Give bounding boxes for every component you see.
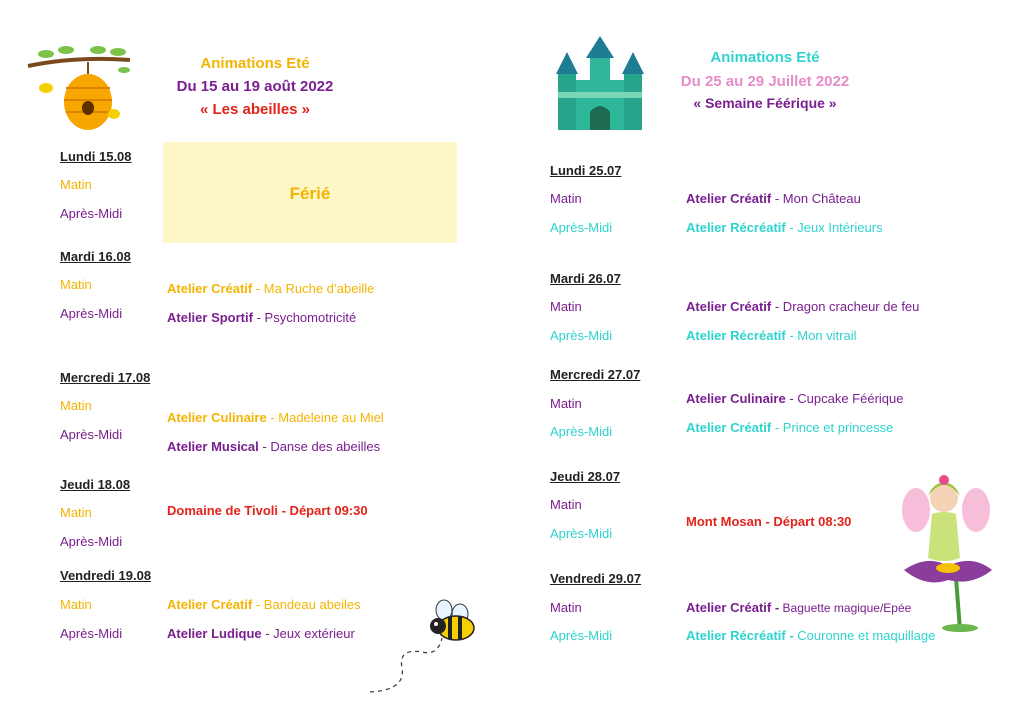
activity: Atelier Créatif - Prince et princesse bbox=[686, 420, 894, 435]
activity: Atelier Créatif - Mon Château bbox=[686, 191, 861, 206]
day-label: Jeudi 18.08 bbox=[60, 477, 131, 492]
activity: Mont Mosan - Départ 08:30 bbox=[686, 514, 852, 529]
activity: Atelier Créatif - Bandeau abeiles bbox=[167, 597, 361, 612]
slot-matin: Matin bbox=[550, 497, 582, 512]
bee-illustration bbox=[366, 598, 486, 696]
slot-apres-midi: Après-Midi bbox=[550, 328, 613, 343]
activity: Atelier Culinaire - Cupcake Féérique bbox=[686, 391, 904, 406]
slot-apres-midi: Après-Midi bbox=[550, 424, 613, 439]
day-label: Mardi 26.07 bbox=[550, 271, 621, 286]
day-label: Lundi 25.07 bbox=[550, 163, 622, 178]
activity: Atelier Ludique - Jeux extérieur bbox=[167, 626, 355, 641]
slot-apres-midi: Après-Midi bbox=[60, 534, 123, 549]
left-header-line1: Animations Eté bbox=[200, 55, 310, 72]
slot-apres-midi: Après-Midi bbox=[60, 206, 123, 221]
day-label: Vendredi 29.07 bbox=[550, 571, 642, 586]
activity: Atelier Créatif - Baguette magique/Epée bbox=[686, 600, 912, 615]
ferie-label: Férié bbox=[289, 184, 331, 203]
activity: Atelier Récréatif - Couronne et maquillage bbox=[686, 628, 936, 643]
slot-apres-midi: Après-Midi bbox=[60, 427, 123, 442]
fairy-illustration bbox=[898, 470, 994, 632]
activity: Atelier Sportif - Psychomotricité bbox=[167, 310, 357, 325]
day-label: Mercredi 27.07 bbox=[550, 367, 641, 382]
activity: Atelier Créatif - Ma Ruche d’abeille bbox=[167, 281, 375, 296]
activity: Atelier Récréatif - Jeux Intérieurs bbox=[686, 220, 883, 235]
activity: Atelier Culinaire - Madeleine au Miel bbox=[167, 410, 384, 425]
activity: Atelier Créatif - Dragon cracheur de feu bbox=[686, 299, 920, 314]
day-label: Mercredi 17.08 bbox=[60, 370, 151, 385]
day-label: Lundi 15.08 bbox=[60, 149, 132, 164]
slot-apres-midi: Après-Midi bbox=[550, 526, 613, 541]
right-header-line1: Animations Eté bbox=[710, 49, 820, 66]
slot-matin: Matin bbox=[60, 177, 92, 192]
left-header-line3: « Les abeilles » bbox=[199, 101, 311, 118]
slot-apres-midi: Après-Midi bbox=[60, 626, 123, 641]
beehive-illustration bbox=[26, 38, 132, 132]
slot-matin: Matin bbox=[60, 505, 92, 520]
slot-matin: Matin bbox=[550, 299, 582, 314]
day-label: Vendredi 19.08 bbox=[60, 568, 152, 583]
right-header-line2: Du 25 au 29 Juillet 2022 bbox=[680, 73, 850, 90]
slot-apres-midi: Après-Midi bbox=[550, 628, 613, 643]
activity: Atelier Récréatif - Mon vitrail bbox=[686, 328, 857, 343]
slot-apres-midi: Après-Midi bbox=[550, 220, 613, 235]
slot-matin: Matin bbox=[550, 600, 582, 615]
activity: Domaine de Tivoli - Départ 09:30 bbox=[167, 503, 368, 518]
right-header-line3: « Semaine Féérique » bbox=[693, 95, 837, 111]
left-header-line2: Du 15 au 19 août 2022 bbox=[176, 78, 334, 95]
slot-matin: Matin bbox=[60, 398, 92, 413]
day-label: Mardi 16.08 bbox=[60, 249, 131, 264]
day-label: Jeudi 28.07 bbox=[550, 469, 621, 484]
slot-apres-midi: Après-Midi bbox=[60, 306, 123, 321]
slot-matin: Matin bbox=[60, 597, 92, 612]
castle-illustration bbox=[554, 36, 646, 132]
slot-matin: Matin bbox=[60, 277, 92, 292]
slot-matin: Matin bbox=[550, 191, 582, 206]
activity: Atelier Musical - Danse des abeilles bbox=[167, 439, 381, 454]
slot-matin: Matin bbox=[550, 396, 582, 411]
